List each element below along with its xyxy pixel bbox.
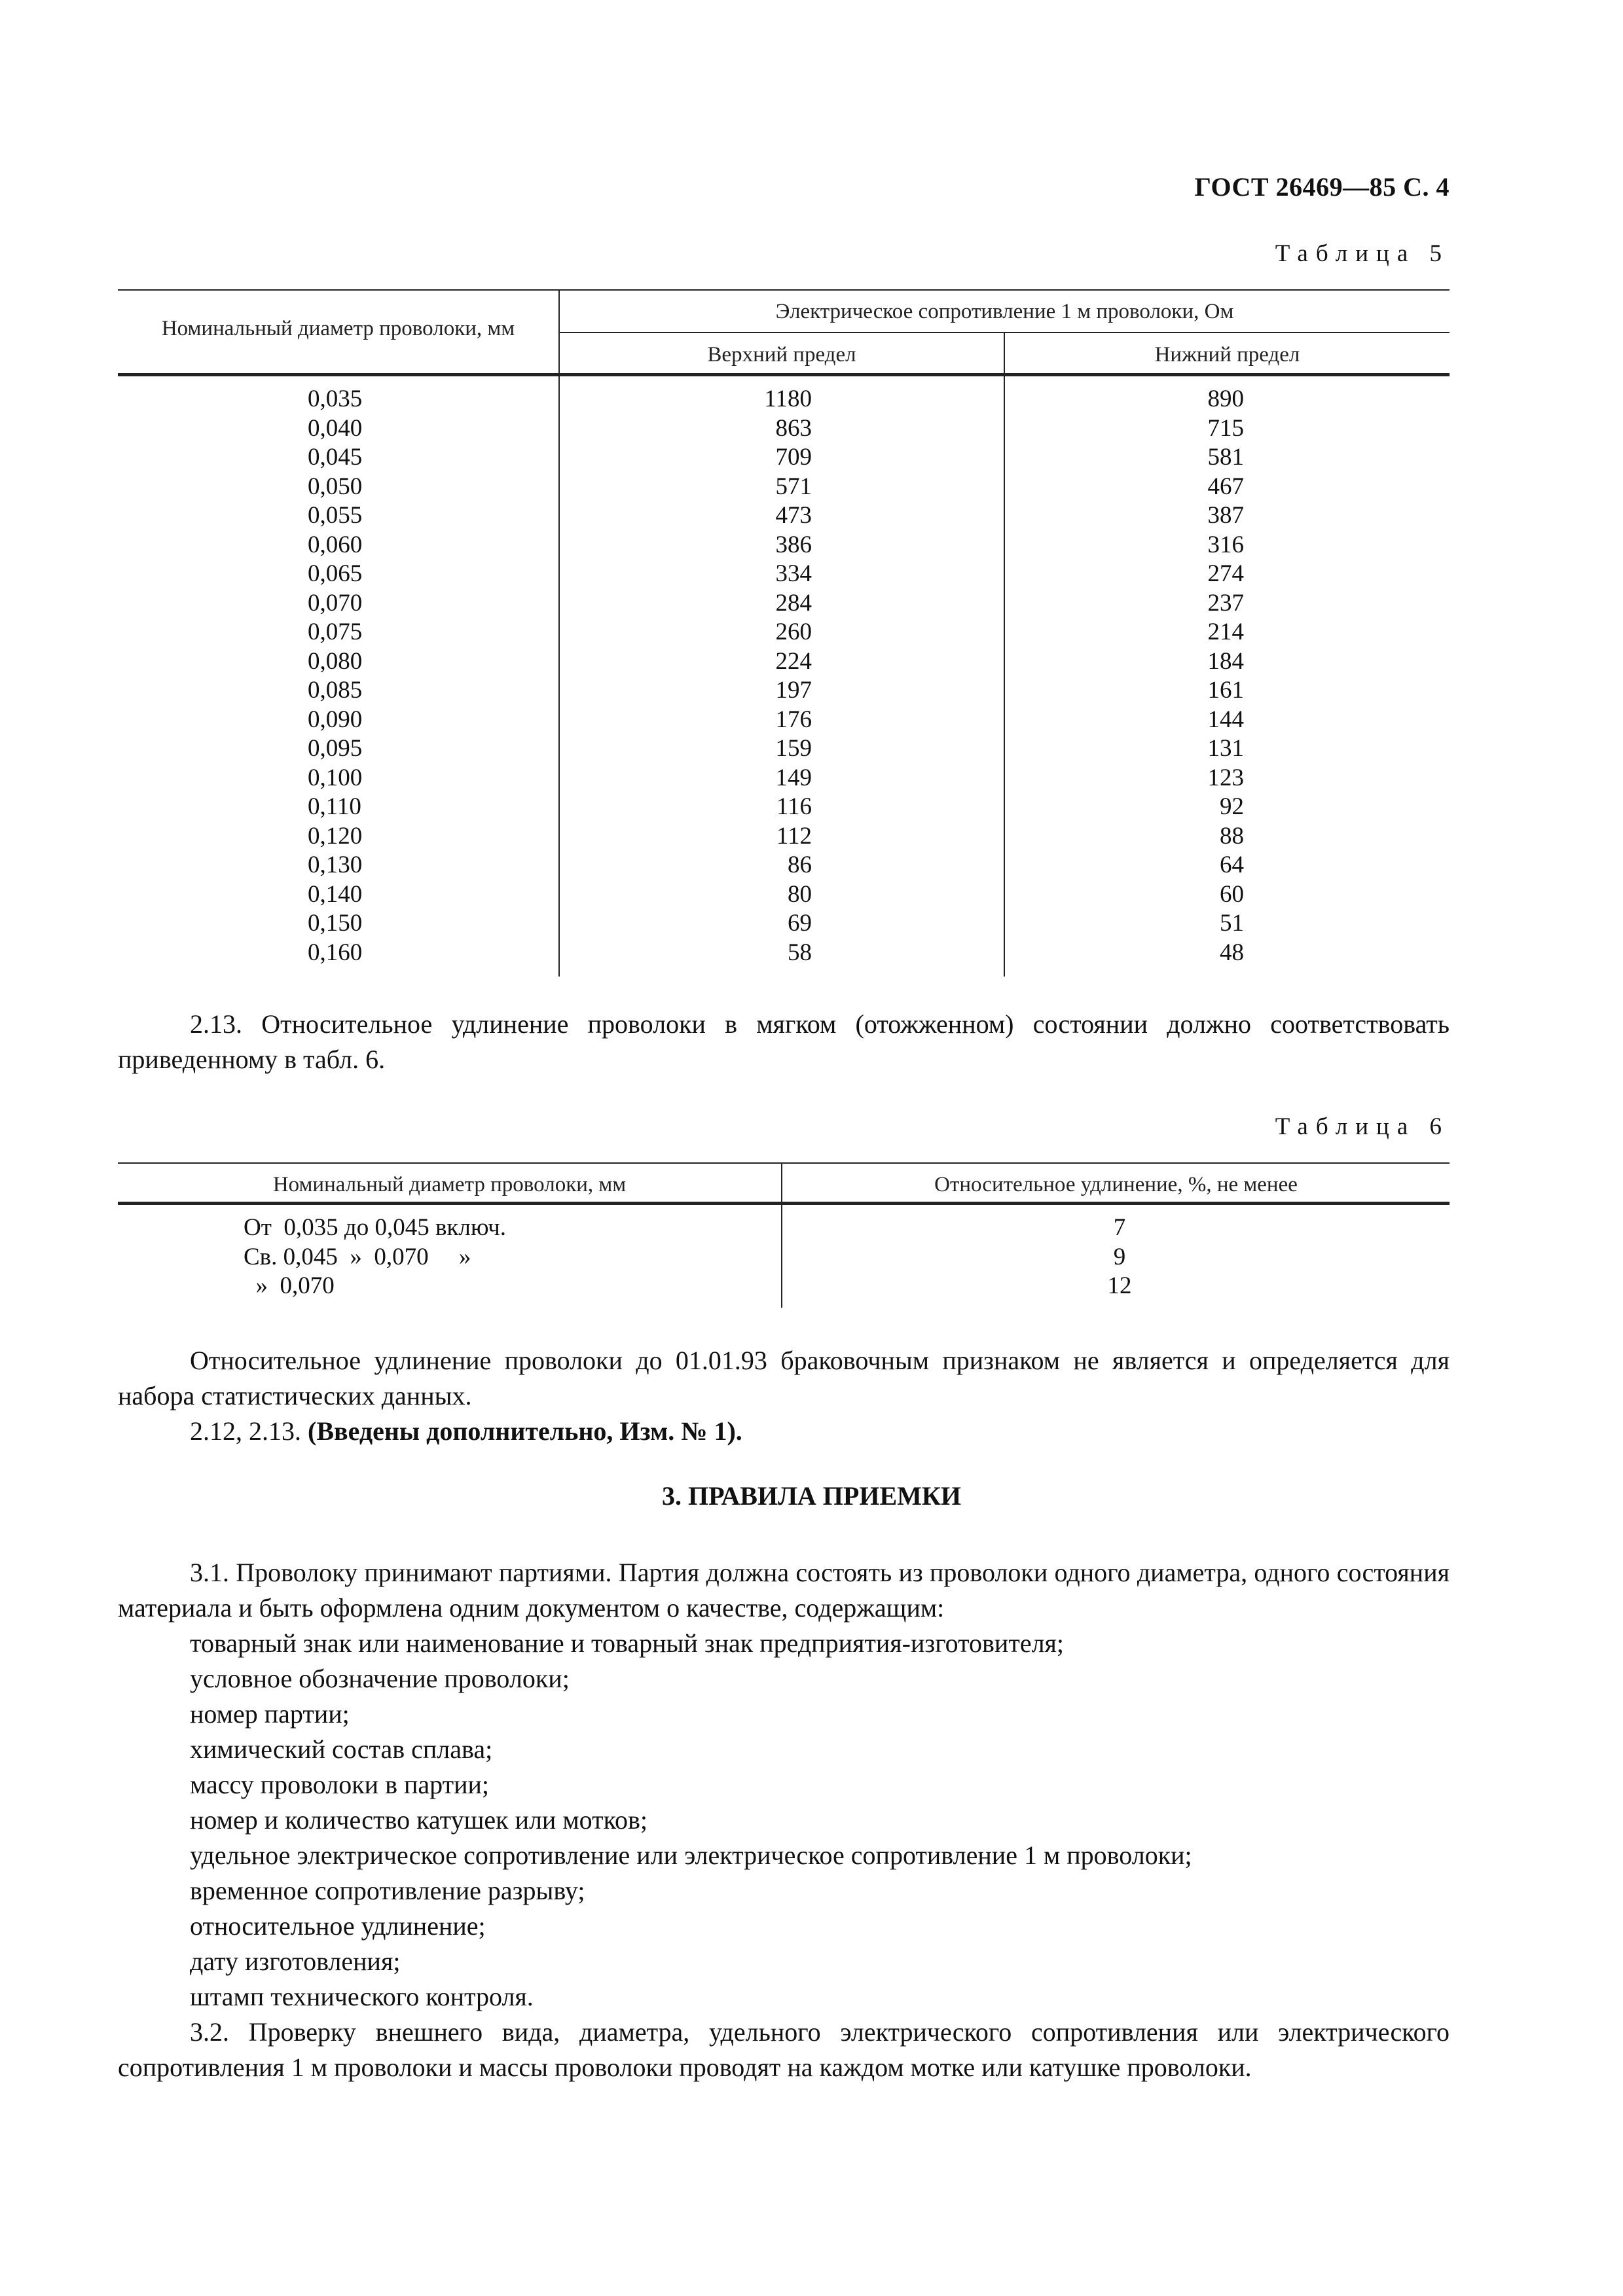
- lower-cell: 237: [1207, 589, 1244, 617]
- upper-cell: 386: [775, 531, 812, 558]
- table6-col-elongation-header: Относительное удлинение, %, не менее: [934, 1173, 1298, 1196]
- lower-cell: 214: [1207, 619, 1244, 645]
- upper-cell: 224: [775, 647, 812, 675]
- upper-cell: 334: [775, 560, 812, 587]
- diameters-cell: 0,085: [308, 677, 363, 704]
- upper-cell: 571: [775, 473, 812, 500]
- table6-row-2-diameter: Св. 0,045 » 0,070 »: [244, 1243, 471, 1270]
- lower-cell: 890: [1207, 386, 1244, 412]
- upper-cell: 86: [788, 852, 812, 878]
- list-item: штамп технического контроля.: [190, 1982, 534, 2011]
- lower-cell: 715: [1207, 414, 1244, 442]
- lower-cell: 92: [1220, 793, 1244, 820]
- paragraph-amendment: [118, 1414, 1450, 1449]
- upper-cell: 112: [776, 822, 812, 850]
- paragraph-2-13-text: Относительное удлинение проволоки в мягком (отожженном) состоянии должно соответствовать приведенному в табл. 6.: [118, 1009, 1450, 1074]
- paragraph-3-1-list: [190, 1626, 1192, 2015]
- diameters-cell: 0,040: [308, 414, 363, 442]
- table6-top-rule: [118, 1162, 1450, 1164]
- list-item: массу проволоки в партии;: [190, 1770, 489, 1799]
- diameters-cell: 0,055: [308, 502, 363, 529]
- page-header: ГОСТ 26469—85 С. 4: [1194, 172, 1450, 202]
- lower-cell: 88: [1220, 822, 1244, 850]
- diameters-cell: 0,120: [308, 822, 363, 850]
- upper-cell: 473: [775, 502, 812, 529]
- upper-cell: 116: [776, 793, 812, 820]
- diameters-cell: 0,060: [308, 531, 363, 558]
- table6-row-3-diameter: » 0,070: [244, 1272, 335, 1299]
- list-item: условное обозначение проволоки;: [190, 1664, 570, 1693]
- diameters-cell: 0,035: [308, 386, 363, 412]
- lower-cell: 123: [1207, 764, 1244, 791]
- list-item: товарный знак или наименование и товарный знак предприятия-изготовителя;: [190, 1628, 1065, 1658]
- table5-upper-column: [733, 385, 812, 967]
- list-item: номер и количество катушек или мотков;: [190, 1805, 648, 1835]
- upper-cell: 284: [775, 589, 812, 617]
- upper-cell: 176: [775, 706, 812, 733]
- table6-header-rule: [118, 1202, 1450, 1205]
- diameters-cell: 0,160: [308, 939, 363, 966]
- diameters-cell: 0,050: [308, 473, 363, 500]
- upper-cell: 1180: [764, 386, 812, 412]
- amendment-bold: (Введены дополнительно, Изм. № 1).: [308, 1416, 742, 1446]
- table5-divider-2: [1004, 332, 1005, 977]
- table6-diameter-column: [244, 1213, 506, 1301]
- lower-cell: 316: [1207, 531, 1244, 558]
- table6-caption: Таблица 6: [1275, 1113, 1450, 1140]
- upper-cell: 197: [775, 677, 812, 704]
- table6-col-diameter-header: Номинальный диаметр проволоки, мм: [272, 1173, 627, 1196]
- lower-cell: 274: [1207, 560, 1244, 587]
- section-3-title: 3. ПРАВИЛА ПРИЕМКИ: [661, 1481, 961, 1511]
- paragraph-3-2-text: Проверку внешнего вида, диаметра, удельного электрического сопротивления или электрического сопротивления 1 м проволоки и массы проволоки проводят на каждом мотке или катушке проволоки.: [118, 2017, 1450, 2082]
- paragraph-3-1-text: Проволоку принимают партиями. Партия должна состоять из проволоки одного диаметра, одного состояния материала и быть оформлена одним документом о качестве, содержащим:: [118, 1558, 1450, 1623]
- diameters-cell: 0,110: [308, 793, 361, 820]
- list-item: дату изготовления;: [190, 1946, 401, 1976]
- lower-cell: 51: [1220, 910, 1244, 937]
- diameters-cell: 0,045: [308, 444, 363, 471]
- paragraph-3-1-number: 3.1.: [190, 1558, 229, 1587]
- table5-col-resistance-header: Электрическое сопротивление 1 м проволоки, Ом: [775, 300, 1234, 323]
- upper-cell: 149: [775, 764, 812, 791]
- table5-caption: Таблица 5: [1275, 240, 1450, 267]
- paragraph-2-13: [118, 1007, 1450, 1077]
- paragraph-note-text: Относительное удлинение проволоки до 01.01.93 браковочным признаком не является и определяется для набора статистических данных.: [118, 1346, 1450, 1410]
- table5-divider-1: [558, 289, 560, 977]
- upper-cell: 58: [788, 939, 812, 966]
- paragraph-3-2: [118, 2015, 1450, 2085]
- table6-row-3-elongation: 12: [1107, 1272, 1132, 1299]
- lower-cell: 161: [1207, 677, 1244, 704]
- diameters-cell: 0,150: [308, 910, 363, 937]
- table5-col-diameter-header: Номинальный диаметр проволоки, мм: [161, 317, 515, 340]
- amendment-prefix: 2.12, 2.13.: [190, 1416, 301, 1446]
- lower-cell: 467: [1207, 473, 1244, 500]
- lower-cell: 144: [1207, 706, 1244, 733]
- table5-col-lower-header: Нижний предел: [1154, 343, 1300, 367]
- list-item: относительное удлинение;: [190, 1911, 486, 1941]
- table5-col-upper-header: Верхний предел: [707, 343, 856, 367]
- list-item: временное сопротивление разрыву;: [190, 1876, 585, 1905]
- diameters-cell: 0,090: [308, 706, 363, 733]
- upper-cell: 863: [775, 414, 812, 442]
- list-item: химический состав сплава;: [190, 1734, 493, 1764]
- upper-cell: 709: [775, 444, 812, 471]
- table6-row-2-elongation: 9: [1113, 1243, 1126, 1270]
- diameters-cell: 0,130: [308, 852, 363, 878]
- paragraph-2-13-number: 2.13.: [190, 1009, 242, 1039]
- lower-cell: 581: [1207, 444, 1244, 471]
- table5-diameter-column: [308, 385, 362, 967]
- diameters-cell: 0,140: [308, 880, 363, 908]
- diameters-cell: 0,075: [308, 619, 363, 645]
- diameters-cell: 0,080: [308, 647, 363, 675]
- upper-cell: 159: [775, 735, 812, 762]
- table6-elongation-column: [1074, 1213, 1165, 1301]
- diameters-cell: 0,065: [308, 560, 363, 587]
- lower-cell: 48: [1220, 939, 1244, 966]
- table5-top-rule: [118, 289, 1450, 291]
- diameters-cell: 0,070: [308, 589, 363, 617]
- paragraph-3-1: [118, 1555, 1450, 1626]
- lower-cell: 64: [1220, 852, 1244, 878]
- list-item: номер партии;: [190, 1699, 350, 1729]
- table6-row-1-elongation: 7: [1113, 1214, 1126, 1241]
- lower-cell: 60: [1220, 880, 1244, 908]
- lower-cell: 184: [1207, 647, 1244, 675]
- upper-cell: 260: [775, 619, 812, 645]
- lower-cell: 387: [1207, 502, 1244, 529]
- upper-cell: 69: [788, 910, 812, 937]
- lower-cell: 131: [1207, 735, 1244, 762]
- table5-header-rule: [118, 373, 1450, 376]
- diameters-cell: 0,095: [308, 735, 363, 762]
- table5-lower-column: [1165, 385, 1244, 967]
- diameters-cell: 0,100: [308, 764, 363, 791]
- upper-cell: 80: [788, 880, 812, 908]
- list-item: удельное электрическое сопротивление или электрическое сопротивление 1 м проволоки;: [190, 1840, 1192, 1870]
- table6-row-1-diameter: От 0,035 до 0,045 включ.: [244, 1214, 506, 1241]
- paragraph-3-2-number: 3.2.: [190, 2017, 229, 2047]
- paragraph-note: [118, 1343, 1450, 1414]
